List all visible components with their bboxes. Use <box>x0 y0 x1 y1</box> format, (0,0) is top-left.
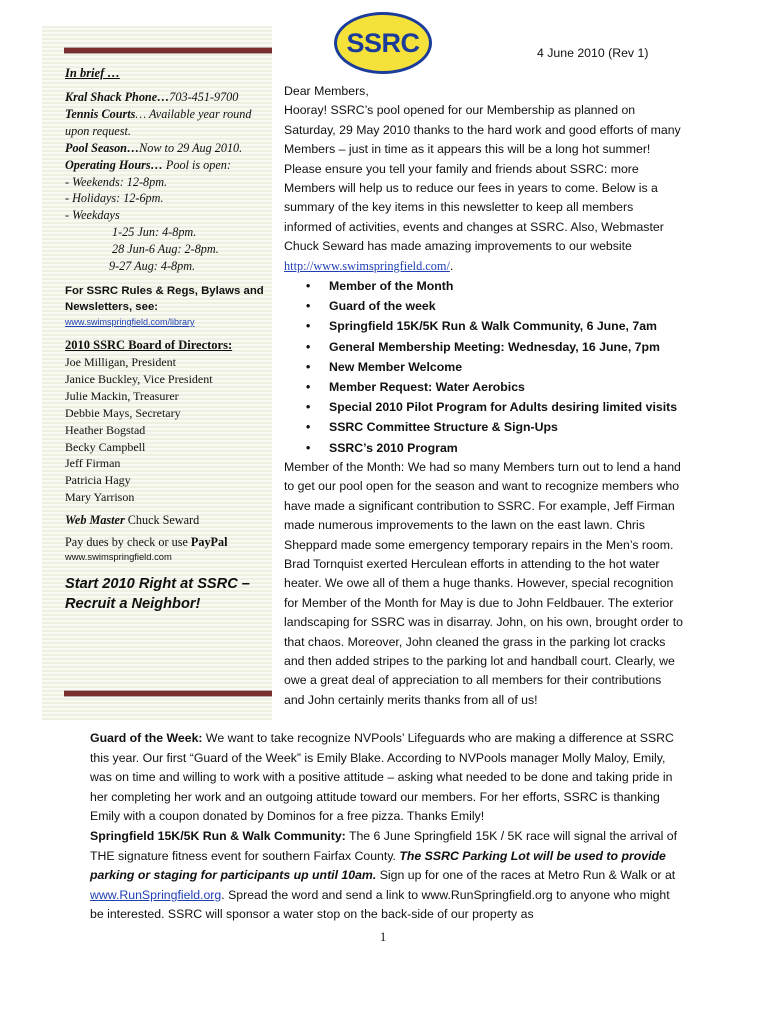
continued-body <box>90 729 680 925</box>
page-number: 1 <box>380 930 387 944</box>
guard-of-week-paragraph: Guard of the Week: We want to take recognize NVPools’ Lifeguards who are making a difference at SSRC this year. Our first “Guard of the Week” is Emily Blake. According to NVPools manager Molly Maloy, Emily, was on time and willing to work with a positive attitude – asking what needed to be done and taking pride in her completing her work and an outgoing attitude toward our members. For her efforts, SSRC is thanking Emily with a coupon donated by Dominos for a free pizza. Thanks Emily! <box>90 731 674 824</box>
operating-hours-line: Operating Hours… Pool is open: <box>65 157 231 172</box>
sidebar-in-brief <box>42 26 272 720</box>
run-walk-paragraph: Springfield 15K/5K Run & Walk Community: The 6 June Springfield 15K / 5K race will signal the arrival of THE signature fitness event for southern Fairfax County. The SSRC Parking Lot will be used to provide parking or staging for participants up until 10am. Sign up for one of the races at Metro Run & Walk or at www.RunSpringfield.org. Spread the word and send a link to www.RunSpringfield.org to anyone who might be interested. SSRC will sponsor a water stop on the back-side of our property as <box>90 828 678 922</box>
board-member: Mary Yarrison <box>65 490 135 505</box>
list-item: • Member of the Month <box>284 276 684 296</box>
hours-holidays: - Holidays: 12-6pm. <box>65 191 164 206</box>
board-member: Julie Mackin, Treasurer <box>65 388 179 403</box>
pay-dues-line: Pay dues by check or use PayPal <box>65 535 228 550</box>
rules-heading: For SSRC Rules & Regs, Bylaws and Newsletters, see: <box>65 284 264 313</box>
list-item: • SSRC Committee Structure & Sign-Ups <box>284 417 684 437</box>
list-item: • Special 2010 Pilot Program for Adults desiring limited visits <box>284 397 684 417</box>
sidebar-bottom-rule <box>64 690 272 697</box>
ssrc-logo: SSRC <box>334 12 432 74</box>
sidebar-top-rule <box>64 47 272 54</box>
hours-weekday-1: 1-25 Jun: 4-8pm. <box>112 225 197 240</box>
hours-weekends: - Weekends: 12-8pm. <box>65 174 168 189</box>
board-member: Becky Campbell <box>65 439 146 454</box>
run-springfield-link[interactable]: www.RunSpringfield.org <box>90 887 222 902</box>
recruit-slogan: Start 2010 Right at SSRC – Recruit a Neighbor! <box>65 576 250 613</box>
letter-body <box>284 82 684 710</box>
list-item: • General Membership Meeting: Wednesday, 16 June, 7pm <box>284 337 684 357</box>
board-member: Jeff Firman <box>65 456 121 471</box>
website-link[interactable]: http://www.swimspringfield.com/ <box>284 258 450 273</box>
hours-weekday-3: 9-27 Aug: 4-8pm. <box>109 259 196 274</box>
list-item: • Guard of the week <box>284 296 684 316</box>
intro-paragraph: Hooray! SSRC’s pool opened for our Membership as planned on Saturday, 29 May 2010 thanks to the hard work and good efforts of many Members – just in time as it appears this will be a long hot summer! Please ensure you tell your family and friends about SSRC: more Members will help us to reduce our fees in years to come. Below is a summary of the key items in this newsletter to keep all members informed of activities, events and changes at SSRC. Also, Webmaster Chuck Seward has made amazing improvements to our website http://www.swimspringfield.com/. <box>284 103 681 273</box>
hours-weekday-2: 28 Jun-6 Aug: 2-8pm. <box>112 242 219 257</box>
greeting: Dear Members, <box>284 84 369 98</box>
kral-shack-line: Kral Shack Phone…703-451-9700 <box>65 90 239 104</box>
hours-weekdays: - Weekdays <box>65 208 120 223</box>
list-item: • Member Request: Water Aerobics <box>284 377 684 397</box>
list-item: • SSRC’s 2010 Program <box>284 438 684 458</box>
member-of-month-paragraph: Member of the Month: We had so many Members turn out to lend a hand to get our pool open for the season and want to recognize members who have made a significant contribution to SSRC. For example, Jeff Firman made numerous improvements to the lawn on the east lawn. Chris Sheppard made some emergency temporary repairs in the Men’s room. Brad Tornquist exerted Herculean efforts in attending to the hot water heater. We owe all of them a huge thanks. However, special recognition for Member of the Month for May is due to John Feldbauer. The exterior landscaping for SSRC was in disarray. John, on his own, brought order to that chaos. Moreover, John cleaned the grass in the parking lot cracks and then added stripes to the parking lot and handball court. Clearly, we owe a great deal of appreciation to all members for their contributions and John certainly merits thanks from all of us! <box>284 459 683 707</box>
summary-list <box>284 276 684 458</box>
board-member: Heather Bogstad <box>65 422 146 437</box>
list-item: • Springfield 15K/5K Run & Walk Community, 6 June, 7am <box>284 316 684 336</box>
list-item: • New Member Welcome <box>284 357 684 377</box>
board-member: Debbie Mays, Secretary <box>65 405 181 420</box>
board-member: Patricia Hagy <box>65 473 131 488</box>
library-link[interactable]: www.swimspringfield.com/library <box>65 316 195 327</box>
newsletter-date: 4 June 2010 (Rev 1) <box>537 46 649 60</box>
board-heading: 2010 SSRC Board of Directors: <box>65 337 233 352</box>
board-member: Janice Buckley, Vice President <box>65 371 213 386</box>
webmaster-line: Web Master Chuck Seward <box>65 513 200 528</box>
pay-dues-site: www.swimspringfield.com <box>65 551 172 563</box>
tennis-courts-line: Tennis Courts… Available year round upon request. <box>65 106 252 138</box>
board-member: Joe Milligan, President <box>65 354 176 369</box>
in-brief-heading: In brief … <box>65 66 120 80</box>
board-list <box>65 354 270 506</box>
pool-season-line: Pool Season…Now to 29 Aug 2010. <box>65 140 243 155</box>
